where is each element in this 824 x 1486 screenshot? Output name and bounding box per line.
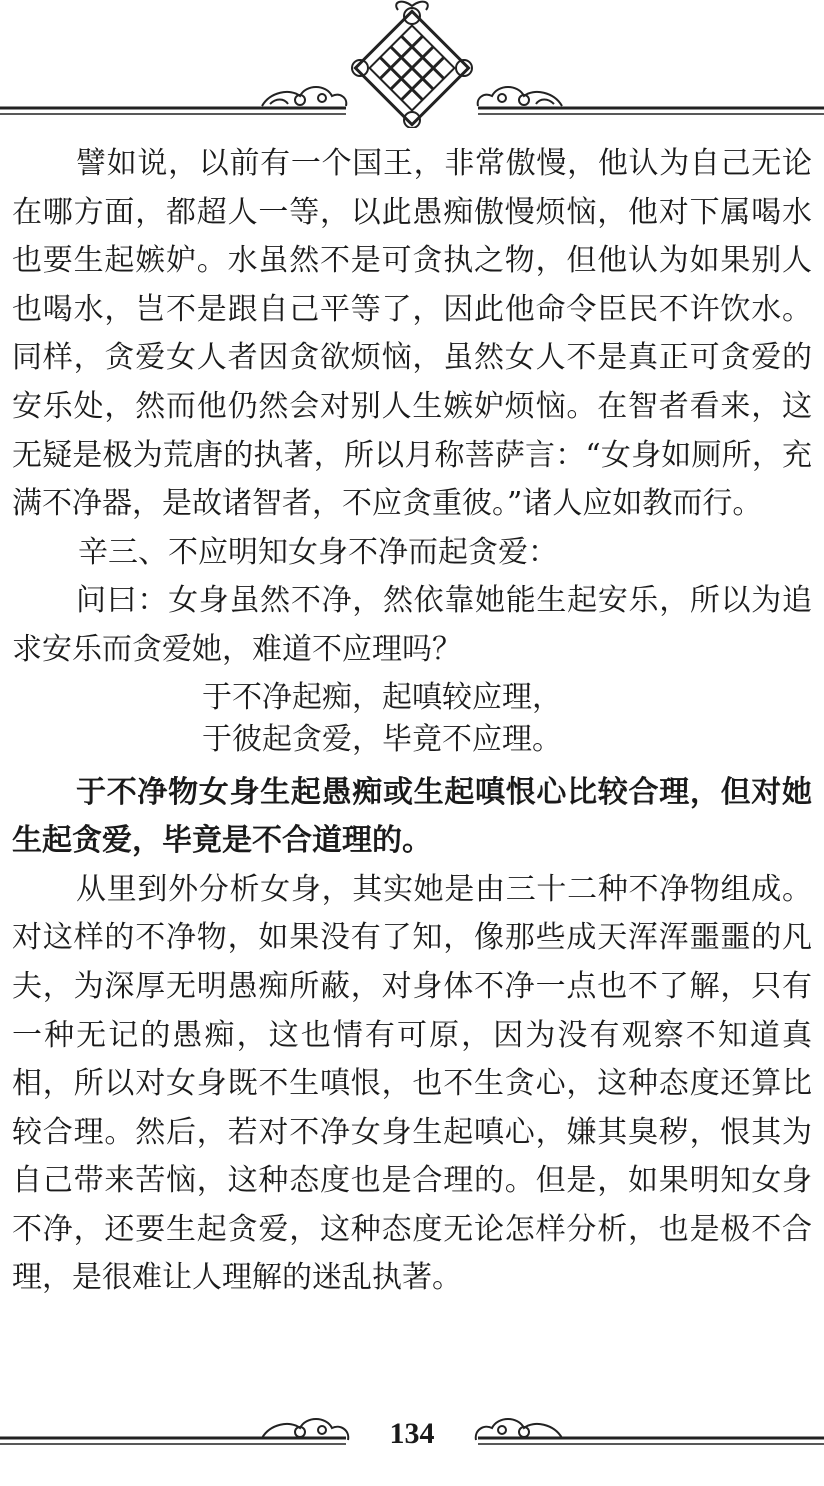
verse (12, 677, 812, 761)
verse-line: 于不净起痴，起嗔较应理， (202, 679, 562, 715)
verse-commentary: 于不净物女身生起愚痴或生起嗔恨心比较合理，但对她生起贪爱，毕竟是不合道理的。 (12, 774, 812, 859)
paragraph-question: 问曰：女身虽然不净，然依靠她能生起安乐，所以为追求安乐而贪爱她，难道不应理吗？ (12, 583, 812, 667)
page-number: 134 (389, 1417, 435, 1450)
verse-line: 于彼起贪爱，毕竟不应理。 (202, 721, 562, 757)
cloud-scroll-icon (478, 87, 562, 106)
page-body (12, 140, 812, 1303)
endless-knot-icon (352, 2, 472, 128)
cloud-scroll-icon (262, 87, 346, 106)
paragraph-story: 譬如说，以前有一个国王，非常傲慢，他认为自己无论在哪方面，都超人一等，以此愚痴傲慢烦恼，他对下属喝水也要生起嫉妒。水虽然不是可贪执之物，但他认为如果别人也喝水，岂不是跟自己平等了，因此他命令臣民不许饮水。同样，贪爱女人者因贪欲烦恼，虽然女人不是真正可贪爱的安乐处，然而他仍然会对别人生嫉妒烦恼。在智者看来，这无疑是极为荒唐的执著，所以月称菩萨言：“女身如厕所，充满不净器，是故诸智者，不应贪重彼。”诸人应如教而行。 (12, 146, 812, 522)
header-ornament (0, 0, 824, 128)
section-heading: 辛三、不应明知女身不净而起贪爱： (78, 534, 558, 570)
paragraph-analysis: 从里到外分析女身，其实她是由三十二种不净物组成。对这样的不净物，如果没有了知，像那些成天浑浑噩噩的凡夫，为深厚无明愚痴所蔽，对身体不净一点也不了解，只有一种无记的愚痴，这也情有可原，因为没有观察不知道真相，所以对女身既不生嗔恨，也不生贪心，这种态度还算比较合理。然后，若对不净女身生起嗔心，嫌其臭秽，恨其为自己带来苦恼，这种态度也是合理的。但是，如果明知女身不净，还要生起贪爱，这种态度无论怎样分析，也是极不合理，是很难让人理解的迷乱执著。 (12, 871, 812, 1296)
